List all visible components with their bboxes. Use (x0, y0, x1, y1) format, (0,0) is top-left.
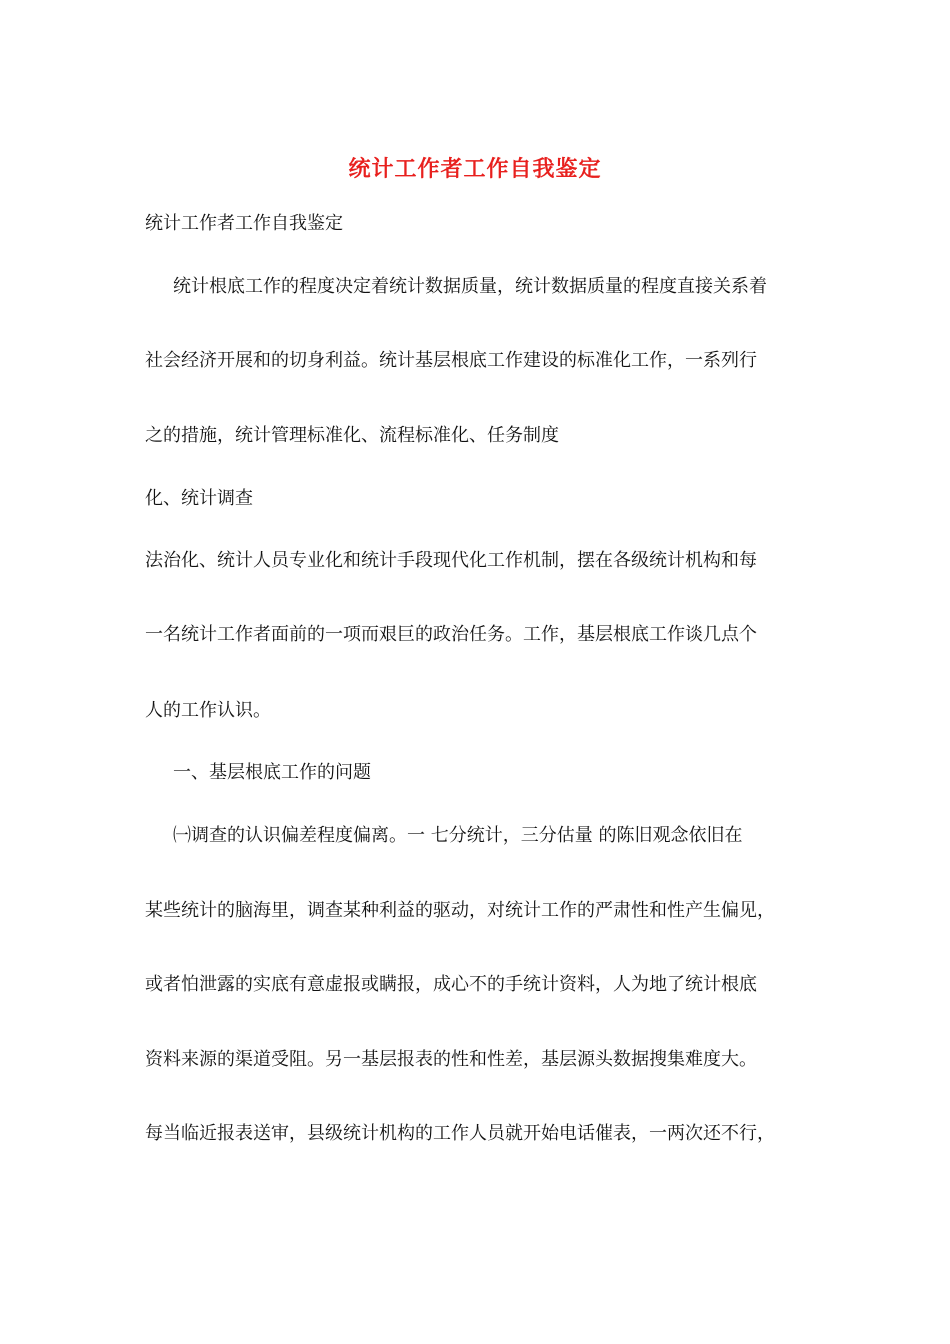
paragraph-line: 一名统计工作者面前的一项而艰巨的政治任务。工作，基层根底工作谈几点个 (145, 624, 757, 645)
paragraph-line: 之的措施，统计管理标准化、流程标准化、任务制度 (145, 425, 559, 446)
section-heading: 一、基层根底工作的问题 (173, 762, 371, 783)
document-title: 统计工作者工作自我鉴定 (348, 156, 602, 182)
paragraph-line: ㈠调查的认识偏差程度偏离。一 七分统计，三分估量 的陈旧观念依旧在 (173, 825, 743, 846)
paragraph-line: 社会经济开展和的切身利益。统计基层根底工作建设的标准化工作，一系列行 (145, 350, 757, 371)
paragraph-line: 资料来源的渠道受阻。另一基层报表的性和性差，基层源头数据搜集难度大。 (145, 1049, 757, 1070)
paragraph-line: 人的工作认识。 (145, 700, 271, 721)
document-subtitle: 统计工作者工作自我鉴定 (145, 213, 343, 234)
paragraph-line: 化、统计调查 (145, 488, 253, 509)
paragraph-line: 或者怕泄露的实底有意虚报或瞒报，成心不的手统计资料，人为地了统计根底 (145, 974, 757, 995)
paragraph-line: 法治化、统计人员专业化和统计手段现代化工作机制，摆在各级统计机构和每 (145, 550, 757, 571)
paragraph-line: 某些统计的脑海里，调查某种利益的驱动，对统计工作的严肃性和性产生偏见， (145, 900, 775, 921)
paragraph-line: 每当临近报表送审，县级统计机构的工作人员就开始电话催表，一两次还不行， (145, 1123, 775, 1144)
paragraph-line: 统计根底工作的程度决定着统计数据质量，统计数据质量的程度直接关系着 (173, 276, 767, 297)
